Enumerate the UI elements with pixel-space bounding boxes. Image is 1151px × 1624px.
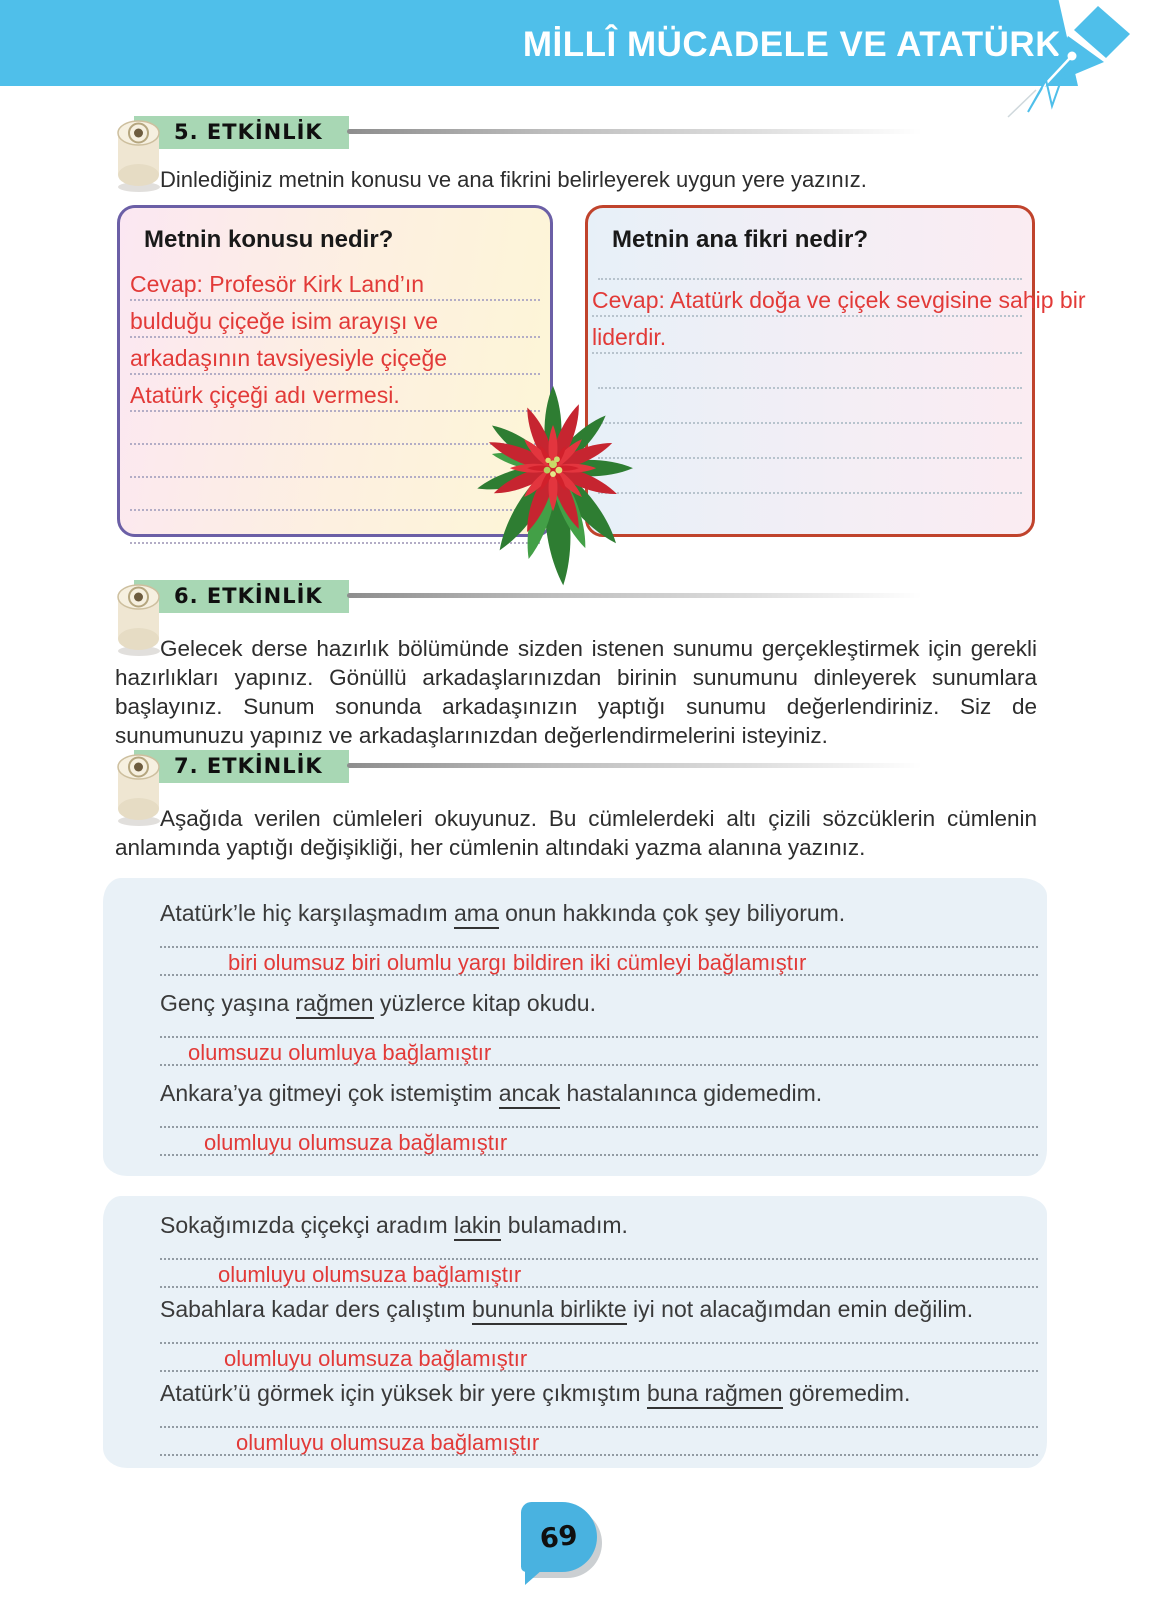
sentence-panel-2 <box>103 1196 1047 1468</box>
sentence-part: Sabahlara kadar ders çalıştım <box>160 1296 472 1322</box>
activity6-paragraph: Gelecek derse hazırlık bölümünde sizden istenen sunumu gerçekleştirmek için gerekli hazırlıkları yapınız. Gönüllü arkadaşlarınızdan birinin sunumunu dinleyerek sunumlara başlayınız. Sunum sonunda arkadaşınızın yaptığı sunumu değerlendiriniz. Siz de sunumunuzu yapınız ve arkadaşlarınızdan değerlendirmelerini isteyiniz. <box>115 636 1037 748</box>
decorative-line <box>347 763 922 768</box>
main-idea-box <box>585 205 1086 537</box>
activity7-header <box>106 748 922 828</box>
activity7-instruction: Aşağıda verilen cümleleri okuyunuz. Bu cümlelerdeki altı çizili sözcüklerin cümlenin anlamında yaptığı değişikliği, her cümlenin altındaki yazma alanına yazınız. <box>115 806 1037 860</box>
writing-line <box>598 264 1022 280</box>
topic-answer-line: bulduğu çiçeğe isim arayışı ve <box>130 301 540 338</box>
handwritten-answer: olumluyu olumsuza bağlamıştır <box>160 1258 1038 1288</box>
sentence-part: Atatürk’le hiç karşılaşmadım <box>160 900 454 926</box>
underlined-word: buna rağmen <box>647 1380 783 1409</box>
underlined-word: rağmen <box>296 990 374 1019</box>
sentence-part: yüzlerce kitap okudu. <box>373 990 596 1016</box>
sentence-part: Genç yaşına <box>160 990 296 1016</box>
scroll-icon <box>106 748 170 828</box>
underlined-word: ama <box>454 900 499 929</box>
sentence-part: bulamadım. <box>501 1212 628 1238</box>
writing-line <box>598 424 1022 459</box>
topic-answer-line: Cevap: Profesör Kirk Land’ın <box>130 264 540 301</box>
activity6-label: 6. ETKİNLİK <box>134 580 349 613</box>
poinsettia-image <box>455 358 651 594</box>
sentence-text <box>160 1380 1038 1410</box>
handwritten-answer: biri olumsuz biri olumlu yargı bildiren iki cümleyi bağlamıştır <box>160 946 1038 976</box>
topic-answer-line: Atatürk çiçeği adı vermesi. <box>130 375 540 412</box>
underlined-word: lakin <box>454 1212 501 1241</box>
sentence-part: göremedim. <box>782 1380 911 1406</box>
sentence-part: Ankara’ya gitmeyi çok istemiştim <box>160 1080 499 1106</box>
sentence-text <box>160 1080 1038 1110</box>
writing-line <box>598 354 1022 389</box>
activity7-label: 7. ETKİNLİK <box>134 750 349 783</box>
sentence-text <box>160 1296 1038 1326</box>
sentence-part: onun hakkında çok şey biliyorum. <box>498 900 846 926</box>
sentence-text <box>160 1212 1038 1242</box>
sentence-block <box>160 1380 1038 1456</box>
sentence-block <box>160 1212 1038 1288</box>
sentence-part: Atatürk’ü görmek için yüksek bir yere çıkmıştım <box>160 1380 647 1406</box>
page-number-badge <box>521 1502 597 1572</box>
main-idea-answer-line: liderdir. <box>592 317 1022 354</box>
sentence-block <box>160 1080 1038 1156</box>
sentence-block <box>160 990 1038 1066</box>
handwritten-answer: olumluyu olumsuza bağlamıştır <box>160 1342 1038 1372</box>
pen-icon <box>1006 0 1151 118</box>
main-idea-answer-line: Cevap: Atatürk doğa ve çiçek sevgisine sahip bir <box>592 280 1022 317</box>
sentence-part: hastalanınca gidemedim. <box>560 1080 823 1106</box>
handwritten-answer: olumluyu olumsuza bağlamıştır <box>160 1426 1038 1456</box>
activity5-instruction: Dinlediğiniz metnin konusu ve ana fikrini belirleyerek uygun yere yazınız. <box>160 167 867 192</box>
topic-box-title: Metnin konusu nedir? <box>144 226 394 253</box>
handwritten-answer: olumluyu olumsuza bağlamıştır <box>160 1126 1038 1156</box>
sentence-panel-1 <box>103 878 1047 1176</box>
activity5-header <box>106 114 922 194</box>
main-idea-box-title: Metnin ana fikri nedir? <box>612 226 869 253</box>
sentence-text <box>160 900 1038 930</box>
unit-title: MİLLÎ MÜCADELE VE ATATÜRK <box>522 25 1061 64</box>
activity5-label: 5. ETKİNLİK <box>134 116 349 149</box>
underlined-word: bununla birlikte <box>472 1296 627 1325</box>
sentence-part: iyi not alacağımdan emin değilim. <box>626 1296 974 1322</box>
sentence-block <box>160 900 1038 976</box>
underlined-word: ancak <box>499 1080 560 1109</box>
decorative-line <box>347 129 922 134</box>
scroll-icon <box>106 114 170 194</box>
sentence-part: Sokağımızda çiçekçi aradım <box>160 1212 455 1238</box>
topic-answer-line: arkadaşının tavsiyesiyle çiçeğe <box>130 338 540 375</box>
sentence-block <box>160 1296 1038 1372</box>
sentence-text <box>160 990 1038 1020</box>
page-number: 69 <box>538 1519 580 1555</box>
scroll-icon <box>106 578 170 658</box>
handwritten-answer: olumsuzu olumluya bağlamıştır <box>160 1036 1038 1066</box>
writing-line <box>598 459 1022 494</box>
writing-line <box>598 389 1022 424</box>
